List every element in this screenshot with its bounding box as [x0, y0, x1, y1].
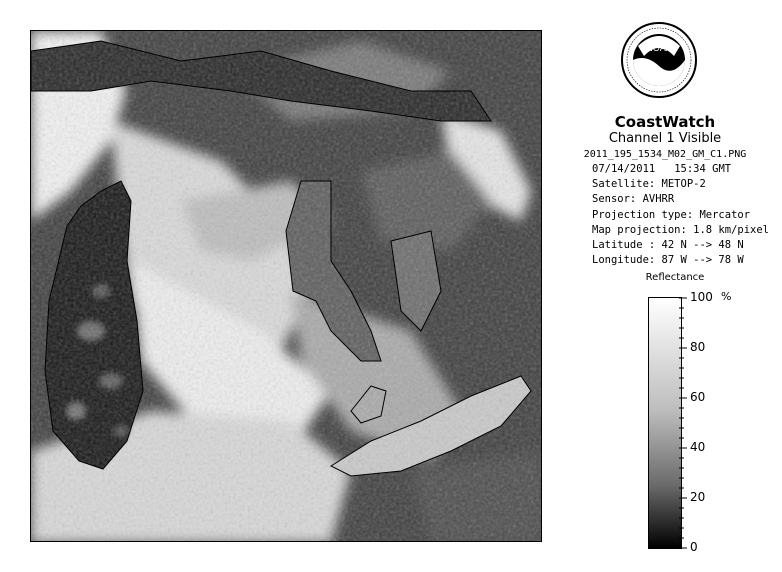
channel-subtitle: Channel 1 Visible — [608, 131, 722, 146]
datetime-line — [592, 162, 769, 177]
scale-tick-label: 100 — [690, 290, 713, 304]
scale-tick-label: 60 — [690, 390, 706, 404]
noaa-logo — [620, 20, 698, 106]
metadata-block — [592, 162, 769, 268]
scale-tick-label: 40 — [690, 440, 706, 454]
map-projection-line: Map projection: 1.8 km/pixel — [592, 223, 770, 236]
sensor-line: Sensor: AVHRR — [592, 193, 675, 206]
scale-tick-marks — [679, 297, 691, 549]
image-noise-texture — [31, 31, 542, 542]
satellite-image — [30, 30, 542, 542]
scale-tick-label: 80 — [690, 340, 706, 354]
image-filename: 2011_195_1534_M02_GM_C1.PNG — [583, 149, 747, 160]
image-time: 15:34 GMT — [674, 163, 732, 175]
projection-type-line: Projection type: Mercator — [592, 208, 751, 221]
scale-tick-label: 0 — [690, 540, 698, 554]
scale-title: Reflectance — [645, 272, 705, 283]
scale-tick-label: 20 — [690, 490, 706, 504]
scale-unit: % — [721, 290, 732, 303]
product-title: CoastWatch — [614, 113, 716, 131]
reflectance-color-bar — [648, 297, 682, 549]
noaa-logo-label: NOAA — [646, 43, 672, 53]
longitude-line: Longitude: 87 W --> 78 W — [592, 254, 744, 267]
satellite-line: Satellite: METOP-2 — [592, 178, 706, 191]
image-date: 07/14/2011 — [592, 163, 656, 175]
latitude-line: Latitude : 42 N --> 48 N — [592, 239, 744, 252]
